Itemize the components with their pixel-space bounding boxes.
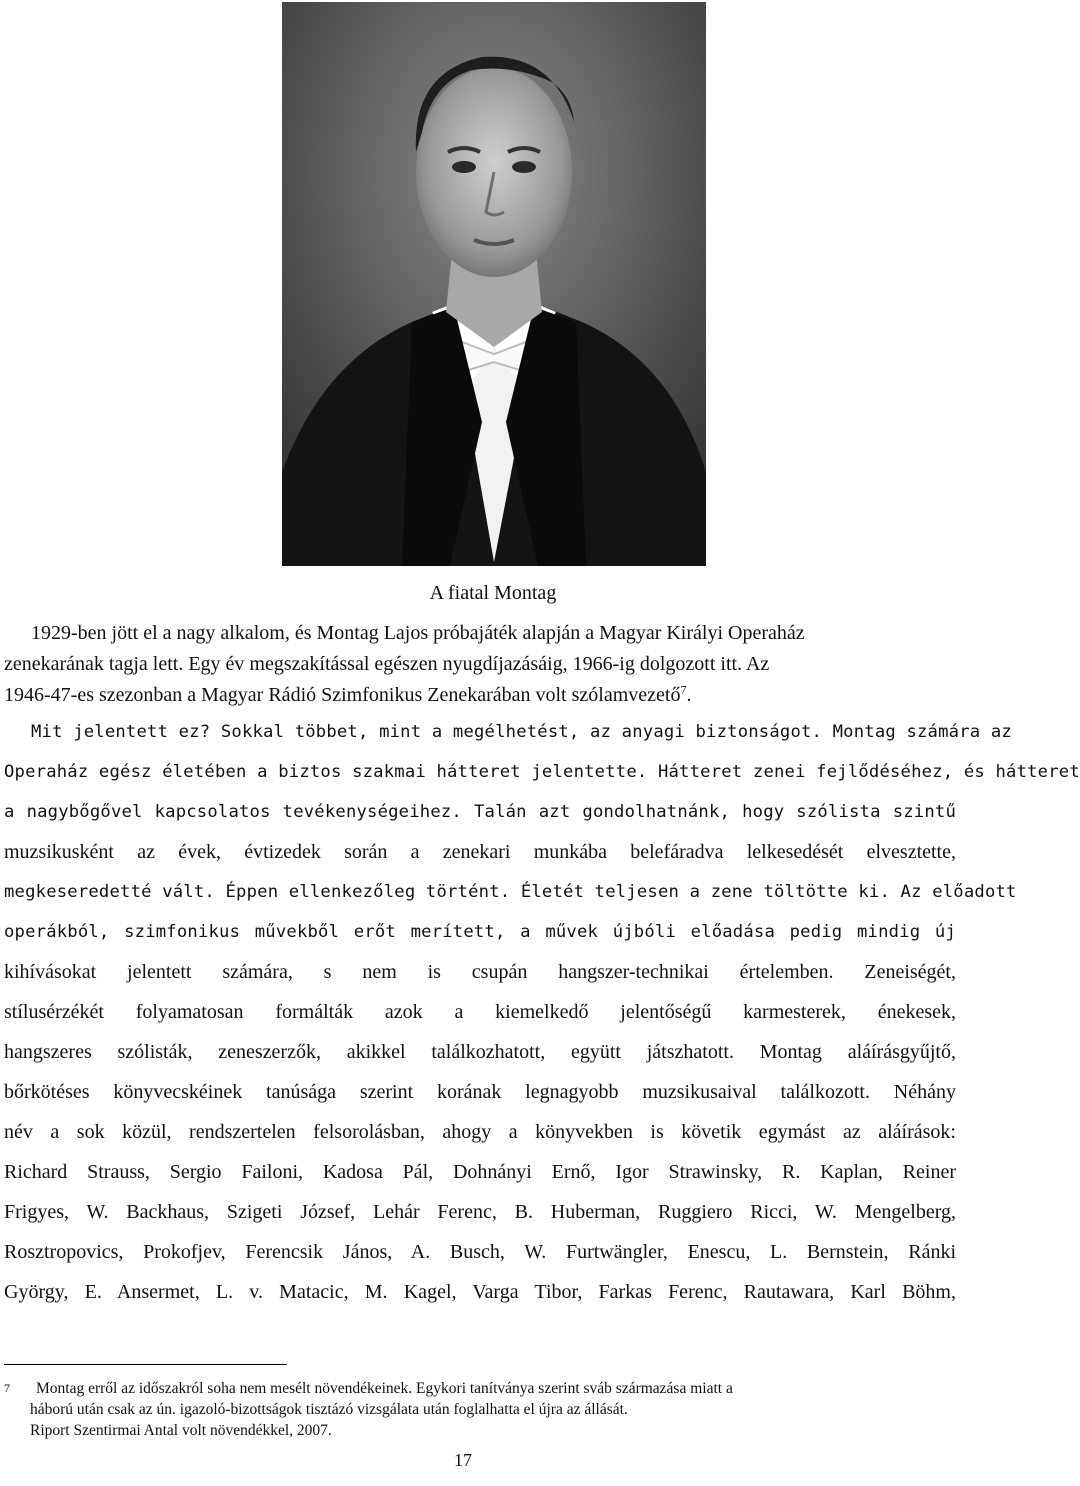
page-number: 17 [454,1450,472,1470]
body-line: Richard Strauss, Sergio Failoni, Kadosa Pál, Dohnányi Ernő, Igor Strawinsky, R. Kaplan, Reiner [4,1161,956,1183]
footnote-line: Montag erről az időszakról soha nem mesélt növendékeinek. Egykori tanítványa szerint sváb származása miatt a [36,1380,733,1397]
body-line: Frigyes, W. Backhaus, Szigeti József, Lehár Ferenc, B. Huberman, Ruggiero Ricci, W. Mengelberg, [4,1201,956,1223]
body-line: stílusérzékét folyamatosan formálták azok a kiemelkedő jelentőségű karmesterek, énekesek, [4,1001,956,1023]
body-line: hangszeres szólisták, zeneszerzők, akikkel találkozhatott, együtt játszhatott. Montag aláírásgyűjtő, [4,1041,956,1063]
body-line: név a sok közül, rendszertelen felsorolásban, ahogy a könyvekben is követik egymást az aláírások: [4,1121,956,1143]
body-line: Rosztropovics, Prokofjev, Ferencsik János, A. Busch, W. Furtwängler, Enescu, L. Bernstein, Ránki [4,1241,956,1263]
intro-line-end: . [686,684,692,706]
body-paragraph [4,712,1080,1312]
body-line: operákból, szimfonikus művekből erőt merített, a művek újbóli előadása pedig mindig új [4,922,956,942]
footnote-reference: 7 [680,682,687,697]
body-line: Mit jelentett ez? Sokkal többet, mint a megélhetést, az anyagi biztonságot. Montag számára az [31,722,1012,742]
portrait-photo [282,2,706,566]
footnote-text [30,1378,954,1441]
body-line: a nagybőgővel kapcsolatos tevékenységeihez. Talán azt gondolhatnánk, hogy szólista szintű [4,802,956,822]
body-line: kihívásokat jelentett számára, s nem is csupán hangszer-technikai értelemben. Zeneiségét, [4,961,956,983]
intro-line: 1929-ben jött el a nagy alkalom, és Montag Lajos próbajáték alapján a Magyar Királyi Operaház [31,622,805,644]
intro-paragraph [4,618,956,711]
body-line: Operaház egész életében a biztos szakmai hátteret jelentette. Hátteret zenei fejlődéséhez, és hátteret [4,762,1080,782]
footnote-number: 7 [4,1381,10,1395]
intro-line-text: 1946-47-es szezonban a Magyar Rádió Szimfonikus Zenekarában volt szólamvezető [4,684,681,706]
footnote-line: háború után csak az ún. igazoló-bizottságok tisztázó vizsgálata után foglalhatta el újra az állását. [30,1401,628,1418]
photo-caption: A fiatal Montag [429,582,557,604]
intro-line: zenekarának tagja lett. Egy év megszakítással egészen nyugdíjazásáig, 1966-ig dolgozott itt. Az [4,653,770,675]
footnote-line: Riport Szentirmai Antal volt növendékkel, 2007. [30,1422,332,1439]
portrait-photo-icon [282,2,706,566]
body-line: muzsikusként az évek, évtizedek során a zenekari munkába belefáradva lelkesedését elvesztette, [4,841,956,863]
intro-line-with-footnote [4,680,956,711]
body-line: bőrkötéses könyvecskéinek tanúsága szerint korának legnagyobb muzsikusaival találkozott. Néhány [4,1081,956,1103]
body-line: megkeseredetté vált. Éppen ellenkezőleg történt. Életét teljesen a zene töltötte ki. Az előadott [4,882,1017,902]
footnote [4,1378,954,1441]
body-line: György, E. Ansermet, L. v. Matacic, M. Kagel, Varga Tibor, Farkas Ferenc, Rautawara, Karl Böhm, [4,1281,956,1303]
footnote-separator [4,1364,287,1365]
